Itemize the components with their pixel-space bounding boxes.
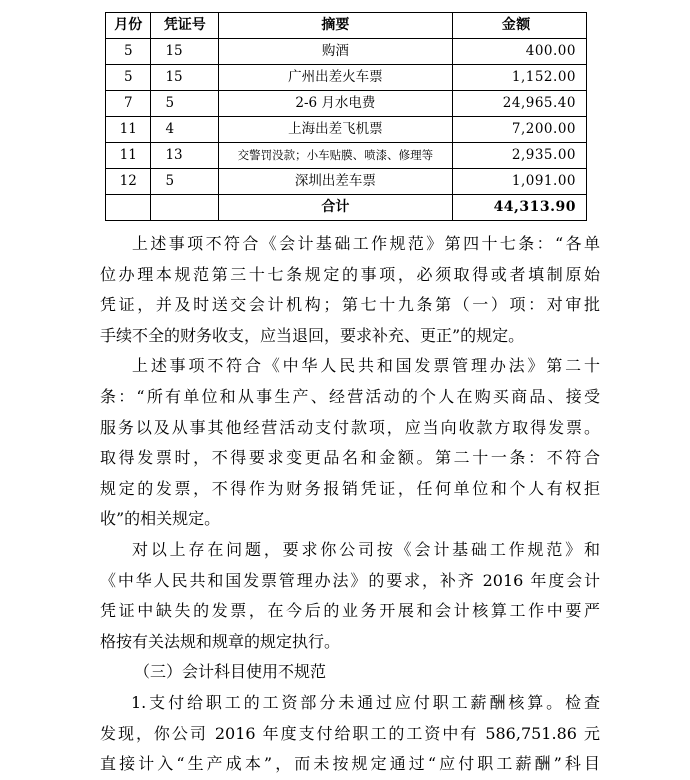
text-line: 上述事项不符合《中华人民共和国发票管理办法》第二十 [132, 356, 600, 376]
cell-empty [106, 195, 151, 221]
cell-summary: 深圳出差车票 [219, 169, 452, 195]
cell-month: 5 [106, 39, 151, 65]
cell-empty [151, 195, 219, 221]
table-row [106, 91, 587, 117]
text-line: 对以上存在问题，要求你公司按《会计基础工作规范》和 [132, 539, 600, 559]
cell-summary: 2-6 月水电费 [219, 91, 452, 117]
section-heading: （三）会计科目使用不规范 [134, 662, 327, 682]
total-label: 合计 [219, 195, 452, 221]
cell-amount: 24,965.40 [452, 91, 586, 117]
paragraph-regulation-1 [100, 229, 600, 351]
text-line: 凭证，并及时送交会计机构；第七十九条第（一）项：对审批 [100, 295, 600, 315]
cell-month: 5 [106, 65, 151, 91]
cell-summary: 广州出差火车票 [219, 65, 452, 91]
text-line: 收”的相关规定。 [100, 509, 221, 529]
cell-amount: 2,935.00 [452, 143, 586, 169]
text-line: 上述事项不符合《会计基础工作规范》第四十七条：“各单 [132, 234, 600, 253]
cell-summary: 购酒 [219, 39, 452, 65]
text-line: 手续不全的财务收支，应当退回，要求补充、更正”的规定。 [100, 325, 525, 345]
cell-voucher: 5 [151, 91, 219, 117]
paragraph-item-1 [100, 688, 600, 780]
text-line: 发现，你公司 2016 年度支付给职工的工资中有 586,751.86 元 [100, 723, 600, 743]
cell-month: 11 [106, 117, 151, 143]
table-row [106, 169, 587, 195]
cell-voucher: 13 [151, 143, 219, 169]
total-amount: 44,313.90 [452, 195, 586, 221]
cell-amount: 7,200.00 [452, 117, 586, 143]
cell-voucher: 15 [151, 39, 219, 65]
header-voucher: 凭证号 [151, 13, 219, 39]
table-row [106, 117, 587, 143]
header-month: 月份 [106, 13, 151, 39]
text-line: 规定的发票，不得作为财务报销凭证，任何单位和个人有权拒 [100, 478, 600, 498]
cell-summary: 交警罚没款；小车贴膜、喷漆、修理等 [219, 143, 452, 169]
body-text [100, 229, 600, 780]
paragraph-requirement [100, 535, 600, 657]
text-line: 1.支付给职工的工资部分未通过应付职工薪酬核算。检查 [131, 692, 600, 712]
table-header-row [106, 13, 587, 39]
text-line: 《中华人民共和国发票管理办法》的要求，补齐 2016 年度会计 [100, 570, 600, 590]
text-line: 凭证中缺失的发票，在今后的业务开展和会计核算工作中要严 [100, 601, 600, 621]
cell-summary: 上海出差飞机票 [219, 117, 452, 143]
total-row [106, 195, 587, 221]
text-line: 直接计入“生产成本”，而未按规定通过“应付职工薪酬”科目 [100, 754, 600, 774]
table-row [106, 65, 587, 91]
text-line: 取得发票时，不得要求变更品名和金额。第二十一条：不符合 [100, 448, 600, 468]
expense-table [105, 12, 587, 221]
text-line: 条：“所有单位和从事生产、经营活动的个人在购买商品、接受 [100, 386, 600, 406]
cell-voucher: 4 [151, 117, 219, 143]
header-amount: 金额 [452, 13, 586, 39]
cell-voucher: 5 [151, 169, 219, 195]
paragraph-regulation-2 [100, 351, 600, 535]
text-line: 服务以及从事其他经营活动支付款项，应当向收款方取得发票。 [100, 417, 600, 437]
cell-month: 12 [106, 169, 151, 195]
table-row [106, 143, 587, 169]
cell-month: 7 [106, 91, 151, 117]
cell-amount: 1,091.00 [452, 169, 586, 195]
text-line: 格按有关法规和规章的规定执行。 [100, 631, 341, 651]
cell-voucher: 15 [151, 65, 219, 91]
header-summary: 摘要 [219, 13, 452, 39]
cell-amount: 1,152.00 [452, 65, 586, 91]
table-row [106, 39, 587, 65]
cell-amount: 400.00 [452, 39, 586, 65]
cell-month: 11 [106, 143, 151, 169]
text-line: 位办理本规范第三十七条规定的事项，必须取得或者填制原始 [100, 264, 600, 284]
